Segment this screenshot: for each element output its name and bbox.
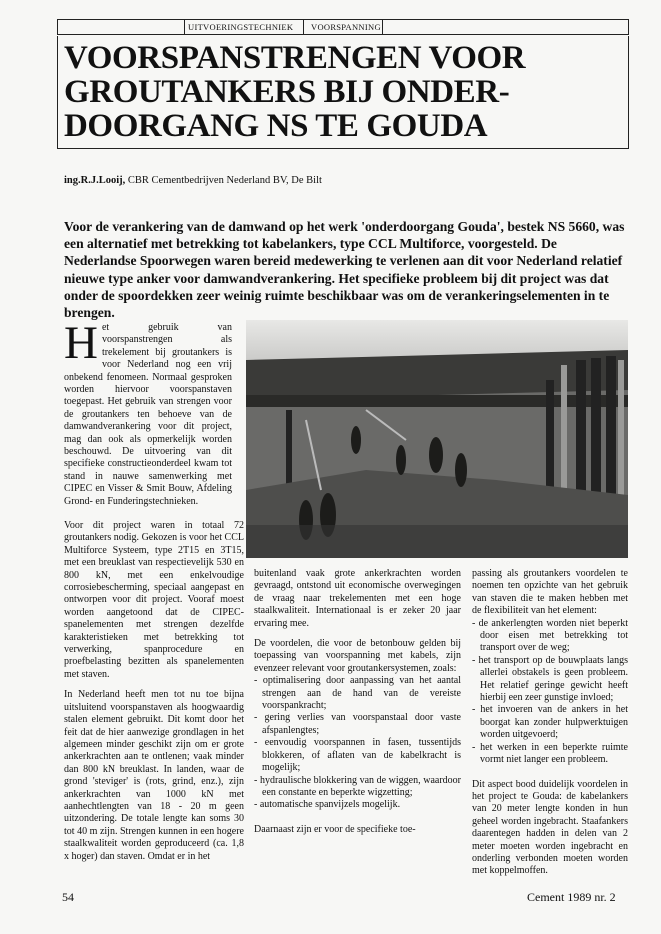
article-title: VOORSPANSTRENGEN VOOR GROUTANKERS BIJ ONDER-DOORGANG NS TE GOUDA [64, 40, 526, 144]
list-item: - eenvoudig voorspannen in fasen, tussentijds blokkeren, of aflaten van de kabelkracht is mogelijk; [254, 737, 461, 774]
drop-cap: H [64, 317, 98, 369]
list-item: - optimalisering door aanpassing van het aantal strengen aan de hand van de vereiste voorspankracht; [254, 675, 461, 712]
author-affiliation: CBR Cementbedrijven Nederland BV, De Bilt [127, 175, 322, 186]
author-name: ing.R.J.Looij, [64, 175, 126, 186]
list-item: - het werken in een beperkte ruimte vormt niet langer een probleem. [472, 741, 628, 766]
paragraph: Daarnaast zijn er voor de specifieke toe- [254, 823, 416, 835]
construction-site-photo [246, 320, 628, 558]
paragraph: Voor dit project waren in totaal 72 groutankers nodig. Gekozen is voor het CCL Multiforce Systeem, type 2T15 en 3T15, met een breuklast van respectievelijk 530 en 800 kN, met een enkelvoudige corrosiebescherming, speciaal aangepast en ontworpen voor dit project. Vooraf moest worden aangetoond dat de CIPEC-spanelementen met strengen dezelfde karakteristieken met betrekking tot verwerking, spanprocedure en proefbelasting bezitten als spanelementen met staven. [64, 520, 244, 680]
list-item: - het invoeren van de ankers in het boorgat kan zonder hulpwerktuigen worden uitgevoerd; [472, 704, 628, 741]
paragraph: In Nederland heeft men tot nu toe bijna uitsluitend voorspanstaven als hoogwaardig stalen element gebruikt. Dit komt door het feit dat de hier aanwezige grondlagen in het algemeen minder geschikt zijn om er grote ankerkrachten aan te ontlenen; vaak minder dan 800 kN breuklast. In landen, waar de grond 'steviger' is (rots, grind, enz.), zijn ankerkrachten van 1000 kN met aanhechtlengten van 18 - 20 m geen uitzondering. De totale lengte kan soms 30 tot 40 m zijn. Strengen kunnen in een hogere staalkwaliteit worden geproduceerd (ca. 1,8 x hoger) dan staven. Omdat er in het [64, 689, 244, 862]
column-3 [472, 568, 628, 886]
intro-text: et gebruik van voorspanstrengen als trekelement bij groutankers is voor Nederland nog een vrij onbekend fenomeen. Normaal gesproken worden hiervoor voorspanstaven toegepast. Het gebruik van strengen voor de groutankers ten behoeve van de damwandverankering voor dit project, mag dan ook als opmerkelijk worden beschouwd. De uitvoering van dit specifieke constructieonderdeel kwam tot stand in nauwe samenwerking met CIPEC en Visser & Smit Bouw, Afdeling Grond- en Funderingstechnieken. [64, 322, 232, 507]
advantages-list [254, 675, 461, 811]
paragraph: Dit aspect bood duidelijk voordelen in het project te Gouda: de kabelankers van 20 meter lengte konden in hun geheel worden ingebracht. Staafankers daarentegen hadden in delen van 2 meter moeten worden ingebracht en onderling verbonden moeten worden met koppelmoffen. [472, 778, 628, 877]
lead-paragraph: Voor de verankering van de damwand op het werk 'onderdoorgang Gouda', bestek NS 5660, was een alternatief met betrekking tot kabelankers, type CCL Multiforce, voorgesteld. De Nederlandse Spoorwegen waren bereid medewerking te verlenen aan dit voor Nederland relatief nieuwe type anker voor damwandverankering. Het specifieke probleem bij dit project was dat onder de spoordekken zeer weinig ruimte beschikbaar was om de verankeringselementen in te brengen. [64, 219, 625, 321]
journal-issue: Cement 1989 nr. 2 [527, 890, 616, 904]
section-header [57, 19, 629, 35]
byline [64, 175, 322, 186]
intro-paragraph [64, 317, 232, 508]
page-number: 54 [62, 890, 74, 904]
column-1-top [64, 317, 232, 516]
list-item: - hydraulische blokkering van de wiggen, waardoor een constante en beperkte wigzetting; [254, 774, 461, 798]
paragraph: buitenland vaak grote ankerkrachten worden gevraagd, ontstond uit economische overwegingen de vraag naar trekelementen met een hoge staalkwaliteit. Internationaal is er zeker 20 jaar ervaring mee. [254, 568, 461, 629]
paragraph: De voordelen, die voor de betonbouw gelden bij toepassing van voorspanning met kabels, zijn evenzeer relevant voor groutankersystemen, zoals: [254, 638, 461, 674]
paragraph: passing als groutankers voordelen te noemen ten opzichte van het gebruik van staven die te maken hebben met de flexibiliteit van het element: [472, 568, 628, 617]
list-item: - de ankerlengten worden niet beperkt door eisen met betrekking tot transport over de weg; [472, 617, 628, 654]
list-item: - gering verlies van voorspanstaal door vaste afspanlengtes; [254, 712, 461, 736]
list-item: - het transport op de bouwplaats langs allerlei obstakels is geen probleem. Het relatief geringe gewicht heeft hierbij een zeer gunstige invloed; [472, 654, 628, 704]
flexibility-list [472, 618, 628, 767]
section-label-1: UITVOERINGSTECHNIEK [184, 20, 304, 34]
list-item: - automatische spanvijzels mogelijk. [254, 799, 401, 811]
section-label-2: VOORSPANNING [308, 20, 383, 34]
column-1-bottom [64, 520, 244, 871]
column-2 [254, 568, 461, 844]
